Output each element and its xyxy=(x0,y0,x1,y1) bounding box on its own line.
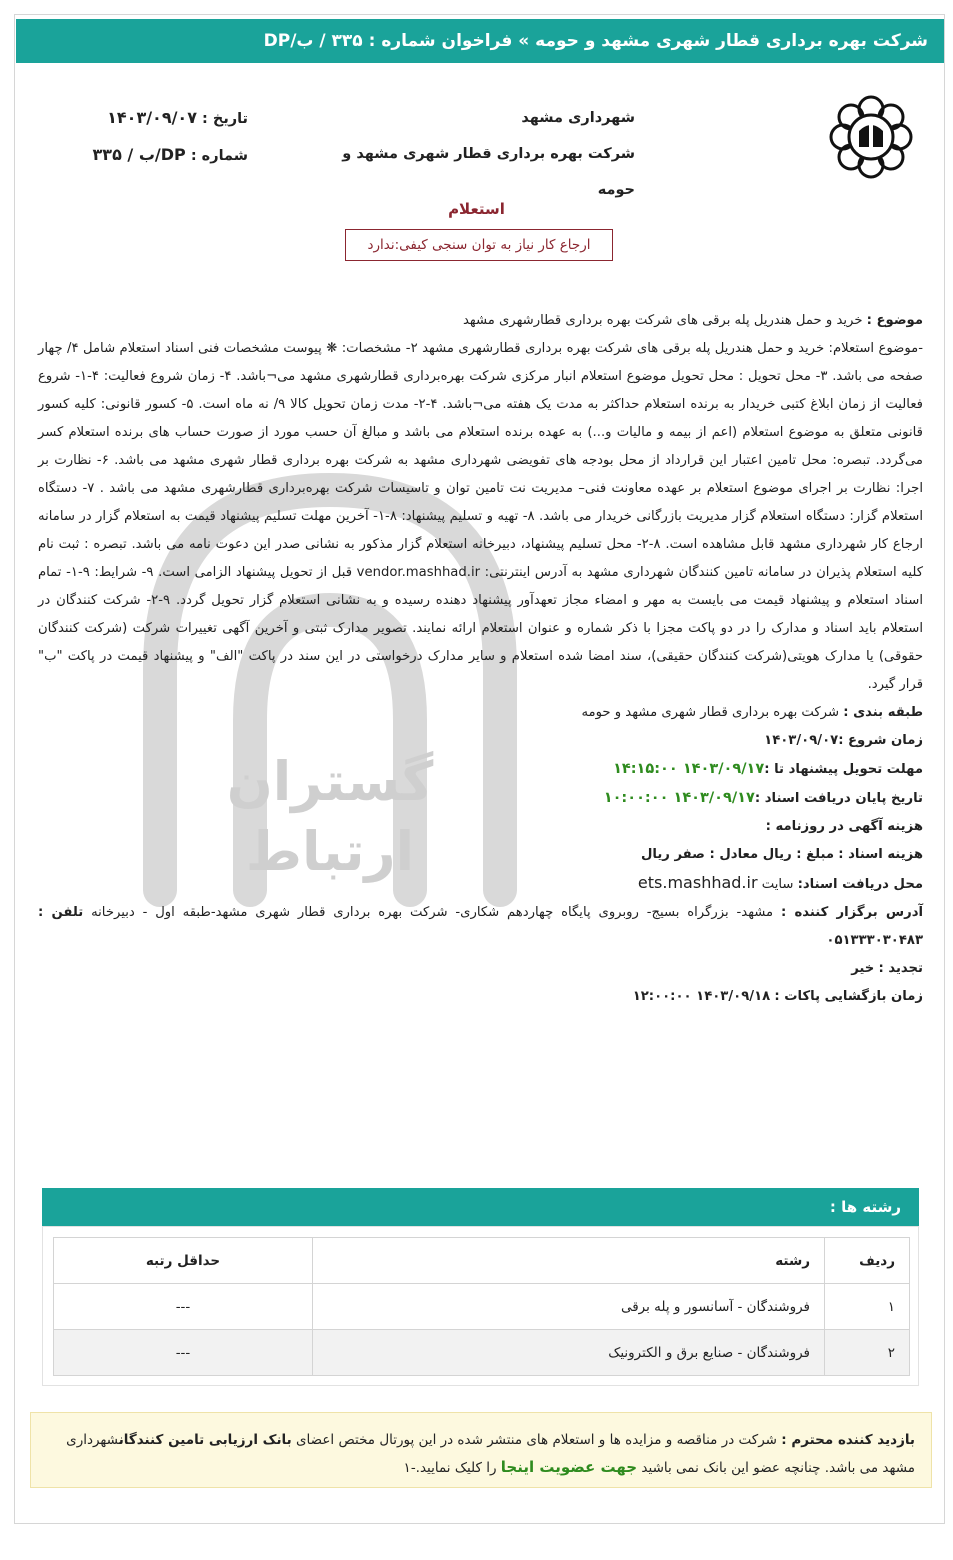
organization-block xyxy=(305,100,635,208)
column-header-min-rank: حداقل رتبه xyxy=(54,1238,313,1284)
row-number: ۲ xyxy=(825,1330,910,1376)
start-value: ۱۴۰۳/۰۹/۰۷ xyxy=(764,733,839,748)
municipality-logo xyxy=(829,95,913,179)
column-header-field: رشته xyxy=(313,1238,825,1284)
phone-label: تلفن : xyxy=(38,905,84,920)
renewal-label: تجدید : xyxy=(878,961,923,976)
notice-title: بازدید کننده محترم : xyxy=(781,1432,915,1448)
docs-end-value: ۱۴۰۳/۰۹/۱۷ ۱۰:۰۰:۰۰ xyxy=(603,790,755,806)
doc-cost-value: مبلغ : ریال معادل : صفر ریال xyxy=(640,847,835,862)
subject-label: موضوع : xyxy=(866,313,923,328)
docs-end-line xyxy=(38,784,923,813)
table-row xyxy=(54,1330,910,1376)
number-value: ۳۳۵ / ب/DP xyxy=(92,145,186,164)
table-row xyxy=(54,1284,910,1330)
address-value: مشهد- بزرگراه بسیج- روبروی پایگاه چهاردهم شکاری- شرکت بهره برداری قطار شهری مشهد-طبقه اول - دبیرخانه xyxy=(91,905,774,920)
address-line xyxy=(38,899,923,955)
start-label: زمان شروع : xyxy=(838,733,923,748)
opening-line xyxy=(38,983,923,1011)
notice-text-3: را کلیک نمایید.-۱ xyxy=(403,1460,497,1476)
renewal-line xyxy=(38,955,923,983)
org-line-2: شرکت بهره برداری قطار شهری مشهد و حومه xyxy=(342,146,635,198)
opening-value: ۱۴۰۳/۰۹/۱۸ ۱۲:۰۰:۰۰ xyxy=(632,989,771,1004)
receive-place-label: محل دریافت اسناد: xyxy=(797,877,923,892)
fields-table xyxy=(53,1237,910,1376)
announcement-content xyxy=(38,307,923,1011)
classification-line xyxy=(38,699,923,727)
classification-label: طبقه بندی : xyxy=(843,705,923,720)
start-line xyxy=(38,727,923,755)
notice-text-1: شرکت در مناقصه و مزایده ها و استعلام های منتشر شده در این پورتال مختص اعضای xyxy=(295,1432,777,1448)
min-rank: --- xyxy=(54,1330,313,1376)
deadline-label: مهلت تحویل پیشنهاد تا : xyxy=(764,762,923,777)
address-label: آدرس برگزار کننده : xyxy=(780,905,923,920)
subject-value: خرید و حمل هندریل پله برقی های شرکت بهره برداری قطارشهری مشهد xyxy=(462,313,863,328)
doc-cost-line xyxy=(38,841,923,869)
join-link[interactable]: جهت عضویت اینجا xyxy=(500,1458,638,1476)
field-name: فروشندگان - صنایع برق و الکترونیک xyxy=(313,1330,825,1376)
fields-table-container xyxy=(42,1226,919,1386)
notice-bank: بانک ارزیابی تامین کنندگان xyxy=(118,1432,292,1448)
body-text: -موضوع استعلام: خرید و حمل هندریل پله برقی های شرکت بهره برداری قطارشهری مشهد ۲- مشخصات: ❋ پیوست مشخصات فنی اسناد استعلام شامل ۴/ چهار صفحه می باشد. ۳- محل تحویل : محل تحویل موضوع استعلام انبار مرکزی شرکت بهره‌برداری قطارشهری مشهد می¬باشد. ۴- زمان شروع فعالیت: ۴-۱- شروع فعالیت از زمان ابلاغ کتبی خریدار به برنده استعلام حداکثر به مدت یک هفته می¬باشد. ۴-۲- مدت زمان تحویل کالا ۹/ نه ماه است. ۵- کسور قانونی: کلیه کسور قانونی متعلق به موضوع استعلام (اعم از بیمه و مالیات و...) به عهده برنده استعلام می باشد و مبالغ آن حسب مورد از صورت حساب های برنده استعلام کسر می‌گردد. تبصره: محل تامین اعتبار این قرارداد از محل بودجه های تفویضی شهرداری مشهد به شرکت بهره برداری قطار شهری مشهد می باشد. ۶- نظارت بر اجرا: نظارت بر اجرای موضوع استعلام بر عهده معاونت فنی– مدیریت نت تامین توان و تاسیسات شرکت بهره‌برداری قطارشهری مشهد می باشد . ۷- دستگاه استعلام گزار: دستگاه استعلام گزار مدیریت بازرگانی خریدار می باشد. ۸- تهیه و تسلیم پیشنهاد: ۸-۱- آخرین مهلت تسلیم پیشنهاد قیمت به استعلام گزار در سامانه ارجاع کار شهرداری مشهد قابل مشاهده است. ۸-۲- محل تسلیم پیشنهاد، دبیرخانه استعلام گزار مذکور به نشانی صدر این دعوت نامه می باشد. تبصره : ثبت نام کلیه استعلام پذیران در سامانه تامین کنندگان شهرداری مشهد به آدرس اینترنتی: vendor.mashhad.ir قبل از تحویل پیشنهاد الزامی است. ۹- شرایط: ۹-۱- تمام اسناد استعلام و پیشنهاد قیمت می بایست به مهر و امضاء مجاز تعهدآور پیشنهاد دهنده رسیده و به نشانی استعلام گزار تحویل گردد. ۹-۲- شرکت کنندگان در استعلام باید اسناد و مدارک را در دو پاکت مجزا با ذکر شماره و عنوان استعلام ارائه نمایند. تصویر مدارک ثبتی و آخرین آگهی تغییرات شرکت (شرکت کنندگان حقوقی) یا مدارک هویتی(شرکت کنندگان حقیقی)، سند امضا شده استعلام و سایر مدارک درخواستی در این سند در پاکت "الف" و پیشنهاد قیمت در پاکت "ب" قرار گیرد. xyxy=(38,341,924,692)
row-number: ۱ xyxy=(825,1284,910,1330)
date-value: ۱۴۰۳/۰۹/۰۷ xyxy=(107,108,197,127)
deadline-line xyxy=(38,755,923,784)
receive-place-line xyxy=(38,869,923,899)
date-label: تاریخ : xyxy=(202,111,248,127)
number-label: شماره : xyxy=(190,148,248,164)
classification-value: شرکت بهره برداری قطار شهری مشهد و حومه xyxy=(581,705,839,720)
opening-label: زمان بازگشایی پاکات : xyxy=(774,989,923,1004)
document-meta xyxy=(48,100,248,174)
document-title: استعلام xyxy=(448,200,505,218)
receive-place-site[interactable]: ets.mashhad.ir xyxy=(637,873,758,892)
docs-end-label: تاریخ پایان دریافت اسناد : xyxy=(754,791,923,806)
min-rank: --- xyxy=(54,1284,313,1330)
org-line-1: شهرداری مشهد xyxy=(521,110,635,126)
watermark-text-1: گستران xyxy=(226,750,434,813)
watermark-text-2: ارتباط xyxy=(245,820,415,883)
renewal-value: خیر xyxy=(851,961,875,976)
receive-place-prefix: سایت xyxy=(761,877,794,892)
ad-cost-label: هزینه آگهی در روزنامه : xyxy=(765,819,923,834)
doc-cost-label: هزینه اسناد : xyxy=(838,847,923,862)
column-header-row-number: ردیف xyxy=(825,1238,910,1284)
subject-line xyxy=(38,307,923,335)
deadline-value: ۱۴۰۳/۰۹/۱۷ ۱۴:۱۵:۰۰ xyxy=(613,761,765,777)
table-header-row xyxy=(54,1238,910,1284)
visitor-notice xyxy=(30,1412,932,1488)
field-name: فروشندگان - آسانسور و پله برقی xyxy=(313,1284,825,1330)
fields-section-header: رشته ها : xyxy=(42,1188,919,1226)
announcement-header: شرکت بهره برداری قطار شهری مشهد و حومه » فراخوان شماره : ۳۳۵ / ب/DP xyxy=(16,19,944,63)
qualification-note: ارجاع کار نیاز به توان سنجی کیفی:ندارد xyxy=(345,229,613,261)
ad-cost-line xyxy=(38,813,923,841)
phone-value: ۰۵۱۳۳۳۰۳۰۴۸۳ xyxy=(826,933,923,948)
notice-text-2: شهرداری مشهد می باشد. چنانچه عضو این بانک نمی باشید xyxy=(66,1432,915,1476)
